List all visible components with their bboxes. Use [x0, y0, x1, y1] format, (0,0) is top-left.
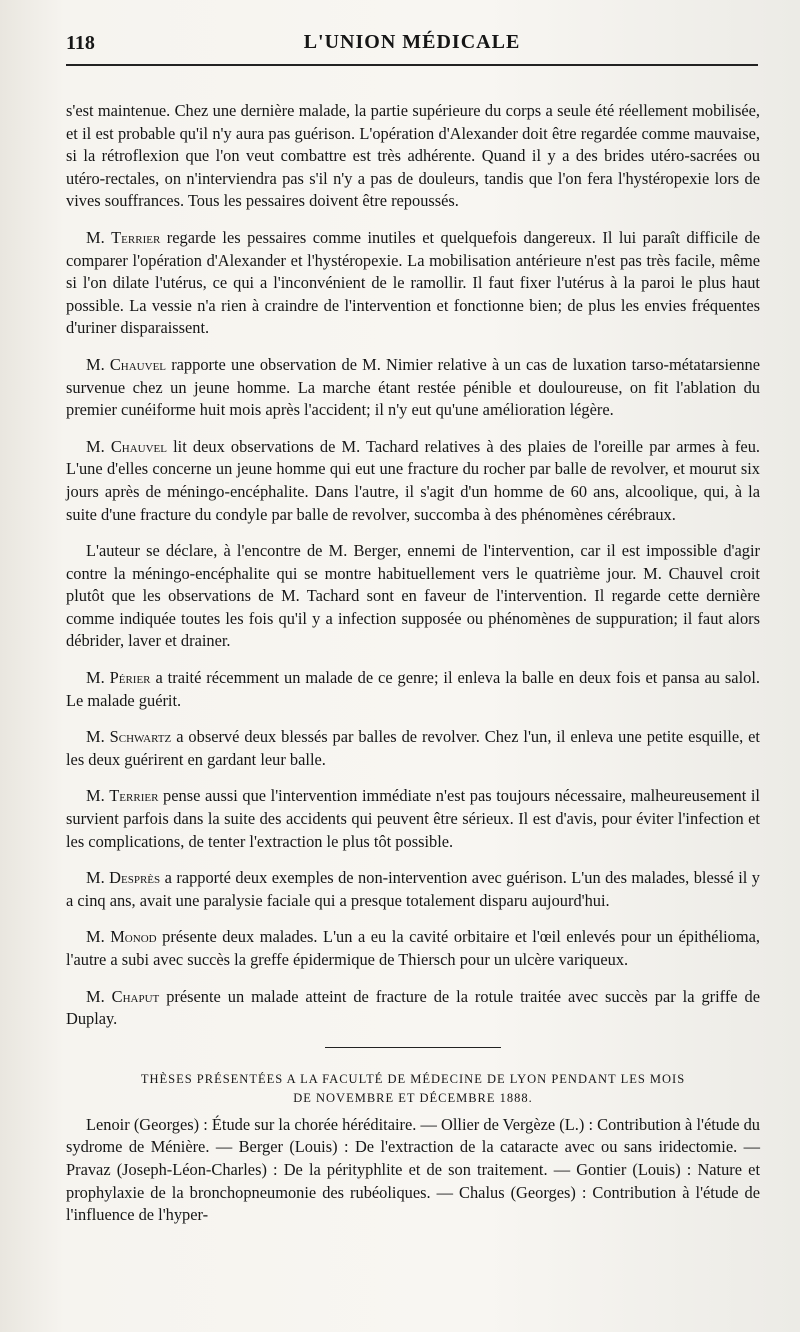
- paragraph-text: a observé deux blessés par balles de revolver. Chez l'un, il enleva une petite esquille, et les deux guérirent en gardant leur balle.: [66, 727, 760, 769]
- speaker-prefix: M.: [86, 986, 112, 1006]
- paragraph: [66, 100, 760, 213]
- paragraph-text: pense aussi que l'intervention immédiate n'est pas toujours nécessaire, malheureusement il survient parfois dans la suite des accidents qui peuvent être sérieux. Il est d'avis, pour éviter l'infection et les complications, de tenter l'extraction le plus tôt possible.: [66, 786, 760, 851]
- speaker-name: Chauvel: [110, 436, 167, 456]
- paragraph-text: lit deux observations de M. Tachard relatives à des plaies de l'oreille par armes à feu. L'une d'elles concerne un jeune homme qui eut une fracture du rocher par balle de revolver, et mourut six jours après de méningo-encéphalite. Dans l'autre, il s'agit d'un homme de 60 ans, alcoolique, qui, à la suite d'une fracture du condyle par balle de revolver, succomba à des phénomènes cérébraux.: [66, 436, 760, 524]
- page-number: 118: [66, 32, 95, 54]
- paragraph: [66, 926, 760, 971]
- paragraph-text: a traité récemment un malade de ce genre; il enleva la balle en deux fois et pansa au salol. Le malade guérit.: [66, 668, 760, 710]
- paragraph: [66, 986, 760, 1031]
- paragraph: [66, 867, 760, 912]
- speaker-prefix: M.: [86, 354, 110, 374]
- paragraph: [66, 354, 760, 422]
- paragraph-text: L'auteur se déclare, à l'encontre de M. Berger, ennemi de l'intervention, car il est impossible d'agir contre la méningo-encéphalite qui se montre habituellement vers le quatrième jour. M. Chauvel croit plutôt que les observations de M. Tachard sont en faveur de l'intervention. Il regarde cette dernière comme indiquée toutes les fois qu'il y a infection supposée ou phénomènes de suppuration; il faut alors débrider, laver et drainer.: [66, 541, 760, 651]
- speaker-prefix: M.: [86, 868, 110, 888]
- journal-title: L'UNION MÉDICALE: [303, 31, 521, 53]
- theses-heading: [66, 1070, 760, 1108]
- paragraph-text: s'est maintenue. Chez une dernière malade, la partie supérieure du corps a seule été réellement mobilisée, et il est probable qu'il n'y aura pas guérison. L'opération d'Alexander doit être regardée comme mauvaise, si la rétroflexion que l'on veut combattre est très adhérente. Quand il y a des brides utéro-sacrées ou utéro-rectales, on n'interviendra pas s'il n'y a pas de douleurs, tandis que l'on fera l'hystéropexie lors de vives souffrances. Tous les pessaires doivent être repoussés.: [66, 101, 760, 211]
- paragraph: [66, 540, 760, 653]
- running-header: [66, 30, 758, 66]
- speaker-name: Desprès: [109, 868, 161, 888]
- paragraph-text: présente un malade atteint de fracture de la rotule traitée avec succès par la griffe de Duplay.: [66, 986, 760, 1029]
- speaker-prefix: M.: [86, 727, 110, 747]
- speaker-prefix: M.: [86, 227, 112, 247]
- section-divider: [325, 1047, 501, 1048]
- speaker-name: Périer: [109, 668, 151, 688]
- speaker-name: Chaput: [111, 986, 160, 1006]
- speaker-prefix: M.: [86, 927, 111, 947]
- paragraph-text: présente deux malades. L'un a eu la cavité orbitaire et l'œil enlevés pour un épithélioma, l'autre a subi avec succès la greffe épidermique de Thiersch pour un ulcère variqueux.: [66, 927, 760, 969]
- speaker-name: Terrier: [109, 786, 159, 806]
- speaker-name: Terrier: [111, 227, 161, 247]
- paragraph: [66, 667, 760, 712]
- paragraph-text: a rapporté deux exemples de non-intervention avec guérison. L'un des malades, blessé il y a cinq ans, avait une paralysie faciale qui a presque totalement disparu aujourd'hui.: [66, 868, 760, 910]
- speaker-name: Chauvel: [109, 354, 167, 374]
- speaker-prefix: M.: [86, 668, 110, 688]
- theses-heading-line-2: DE NOVEMBRE ET DÉCEMBRE 1888.: [293, 1090, 533, 1105]
- paragraph: [66, 436, 760, 526]
- paragraph: [66, 227, 760, 340]
- theses-heading-line-1: THÈSES PRÉSENTÉES A LA FACULTÉ DE MÉDECINE DE LYON PENDANT LES MOIS: [140, 1071, 686, 1086]
- speaker-name: Monod: [110, 927, 157, 947]
- speaker-name: Schwartz: [109, 727, 172, 747]
- theses-list: Lenoir (Georges) : Étude sur la chorée héréditaire. — Ollier de Vergèze (L.) : Contribution à l'étude du sydrome de Ménière. — Berger (Louis) : De l'extraction de la cataracte avec ou sans iridectomie. — Pravaz (Joseph-Léon-Charles) : De la pérityphlite et de son traitement. — Gontier (Louis) : Nature et prophylaxie de la bronchopneumonie des rubéoliques. — Chalus (Georges) : Contribution à l'étude de l'influence de l'hyper-: [66, 1114, 760, 1225]
- speaker-prefix: M.: [86, 786, 110, 806]
- paragraph-text: regarde les pessaires comme inutiles et quelquefois dangereux. Il lui paraît difficile de comparer l'opération d'Alexander et l'hystéropexie. La mobilisation antérieure n'est pas très facile, même si l'on dilate l'utérus, ce qui a l'inconvénient de le ramollir. Il faut fixer l'utérus à la paroi le plus haut possible. La vessie n'a rien à craindre de l'intervention et fonctionne bien; de plus les envies fréquentes d'uriner disparaissent.: [66, 227, 760, 338]
- article-body: [66, 100, 760, 1227]
- paragraph: [66, 726, 760, 771]
- paragraph: [66, 785, 760, 853]
- speaker-prefix: M.: [86, 436, 111, 456]
- paragraph-text: rapporte une observation de M. Nimier relative à un cas de luxation tarso-métatarsienne survenue chez un jeune homme. La marche étant restée pénible et douloureuse, on fit l'ablation du premier cunéiforme huit mois après l'accident; il n'y eut qu'une amélioration légère.: [66, 354, 760, 420]
